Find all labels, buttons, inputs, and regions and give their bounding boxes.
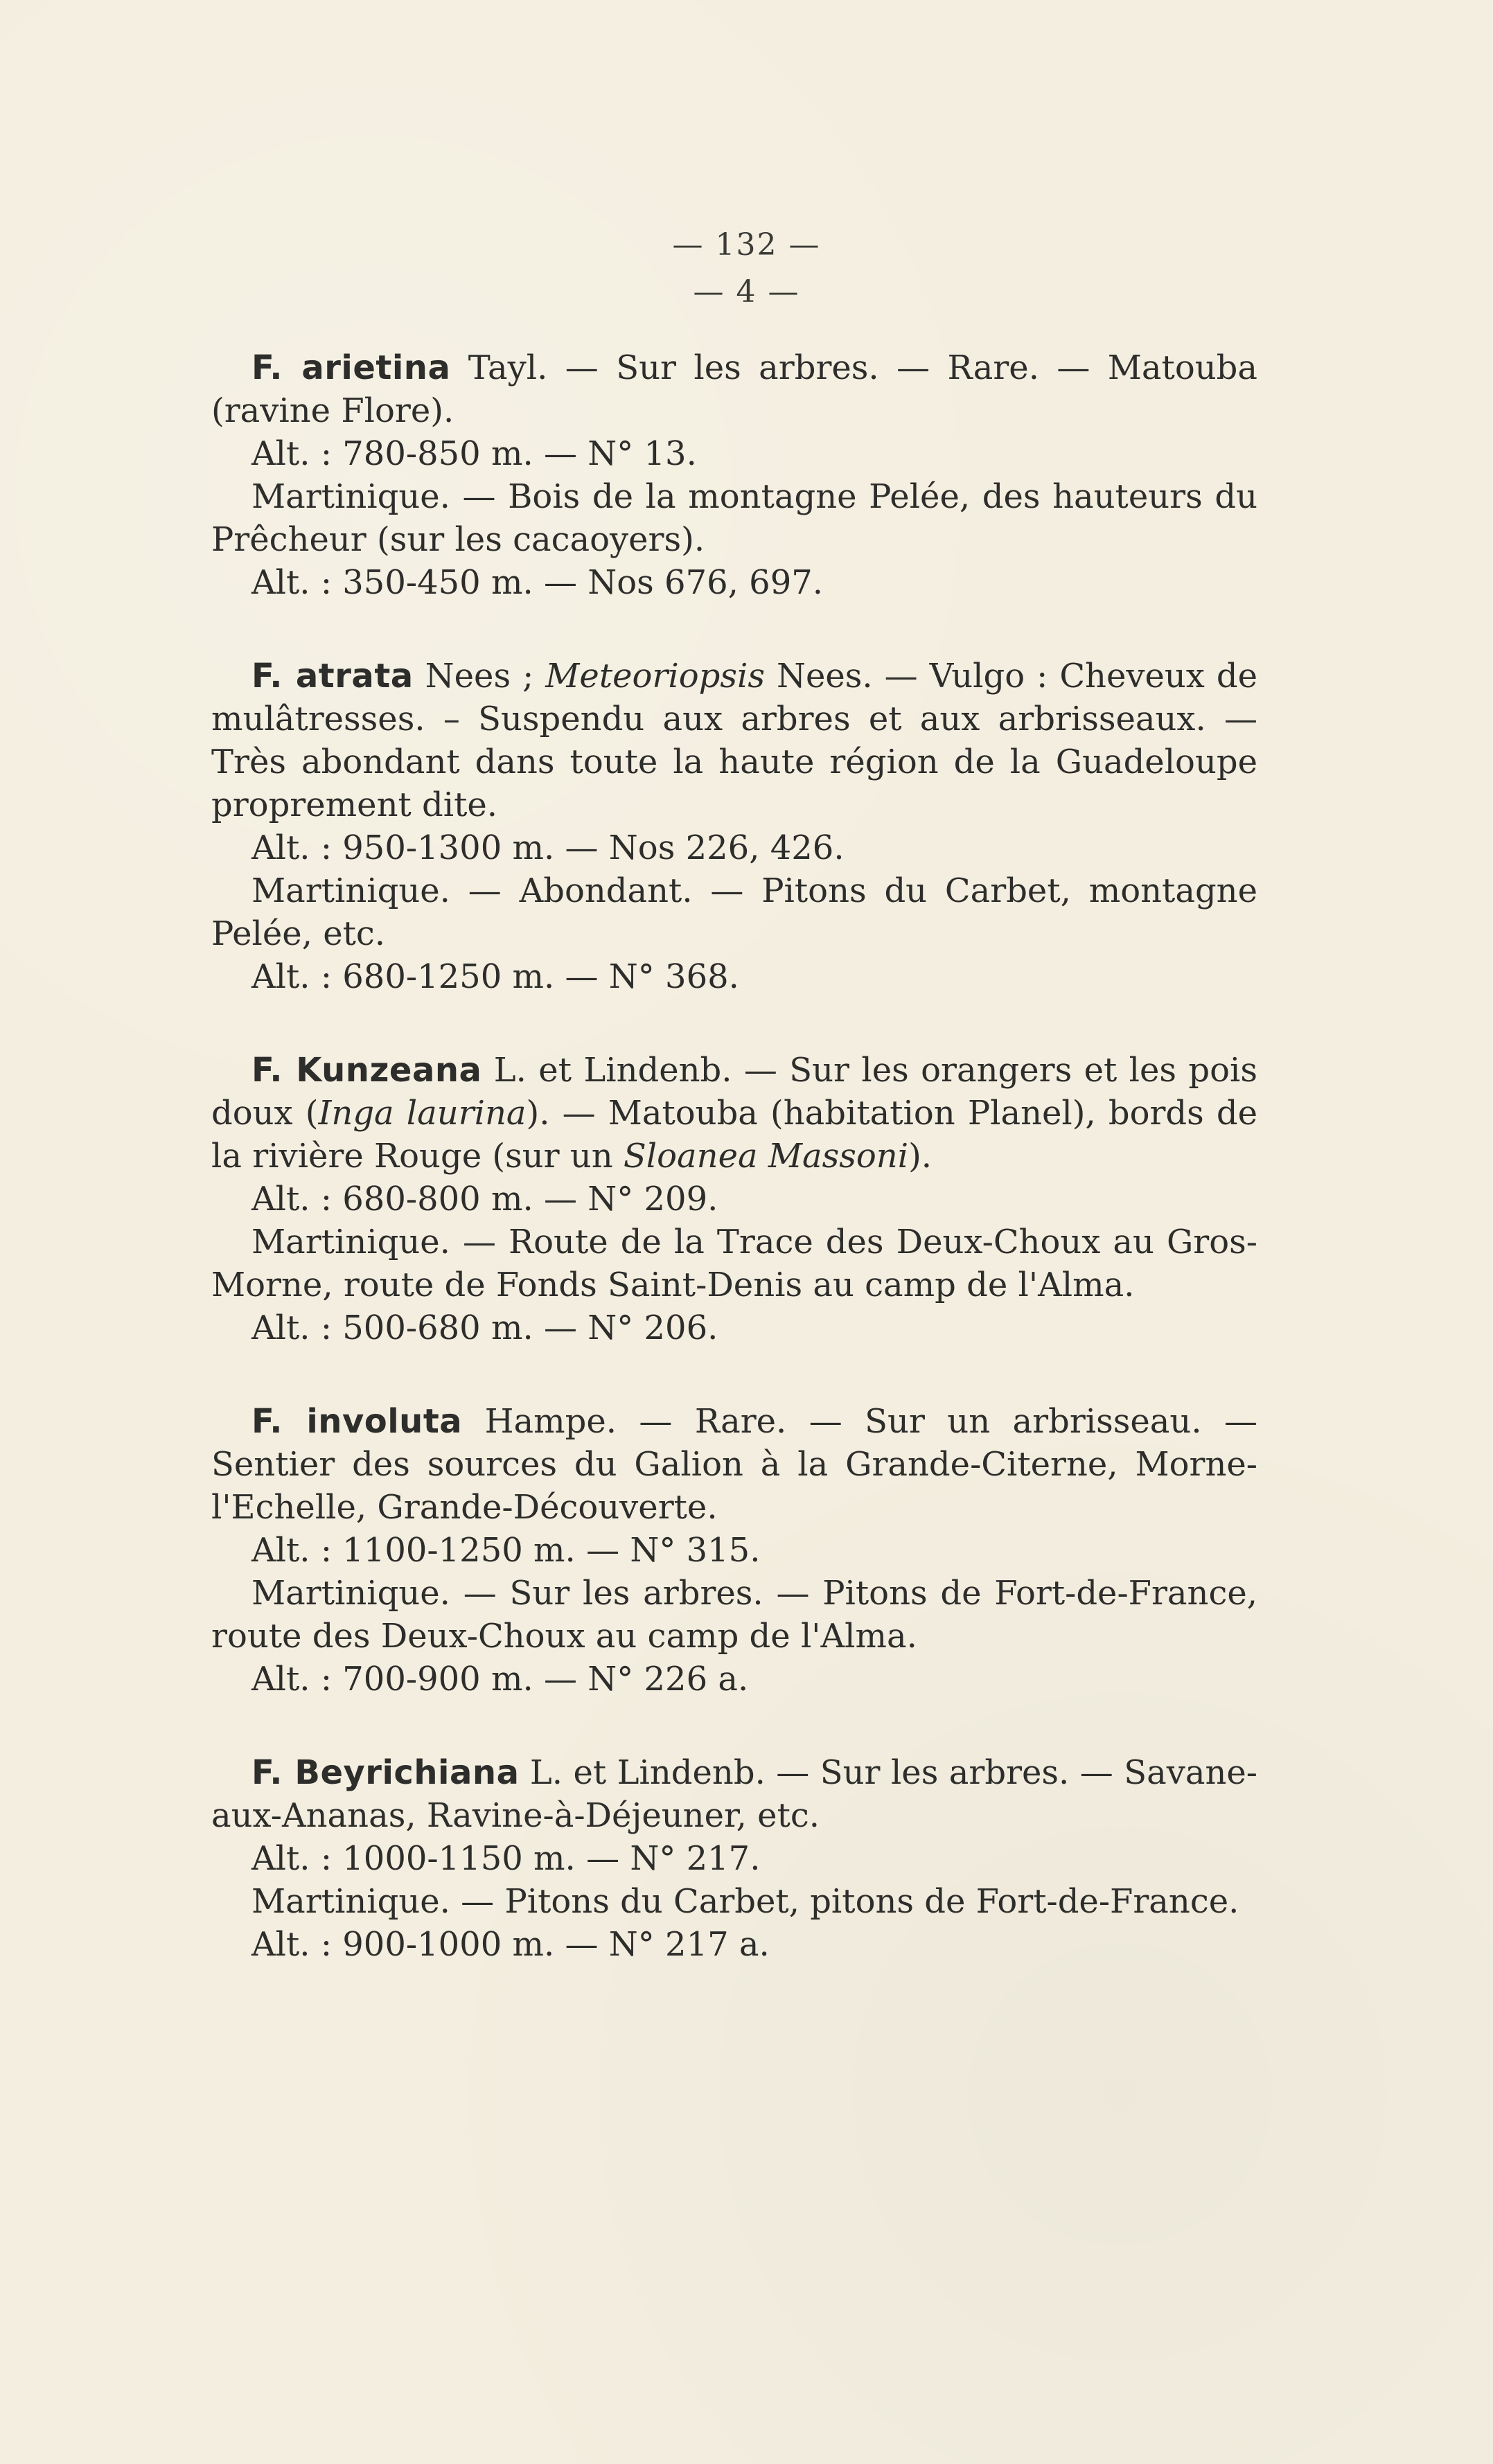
locality-paragraph: Martinique. — Sur les arbres. — Pitons de Fort-de-France, route des Deux-Choux au camp de l'Alma. xyxy=(211,1574,1257,1656)
entry-text: ). xyxy=(908,1137,933,1176)
page-number: — 132 — xyxy=(672,227,821,263)
italic-name: Sloanea Massoni xyxy=(623,1137,909,1176)
altitude-line: Alt. : 680-800 m. — N° 209. xyxy=(251,1180,718,1218)
altitude-line: Alt. : 680-1250 m. — N° 368. xyxy=(251,957,739,996)
signature-mark: — 4 — xyxy=(693,274,800,310)
locality-paragraph: Martinique. — Bois de la montagne Pelée, des hauteurs du Prêcheur (sur les cacaoyers). xyxy=(211,477,1257,559)
entry-heading-paragraph xyxy=(211,655,1257,826)
species-name: F. Beyrichiana xyxy=(251,1753,520,1792)
entry-arietina xyxy=(211,346,1257,604)
altitude-line: Alt. : 350-450 m. — Nos 676, 697. xyxy=(251,563,824,602)
entry-text: L. et Lindenb. — Sur les arbres. — Savane-aux-Ananas, Ravine-à-Déjeuner, etc. xyxy=(211,1753,1257,1835)
entry-heading-paragraph xyxy=(211,1400,1257,1529)
species-name: F. atrata xyxy=(251,657,414,695)
altitude-line: Alt. : 700-900 m. — N° 226 a. xyxy=(251,1660,749,1699)
entry-text: L. et Lindenb. — Sur les orangers et les pois doux ( xyxy=(211,1051,1257,1133)
entry-kunzeana xyxy=(211,1049,1257,1349)
altitude-line: Alt. : 1000-1150 m. — N° 217. xyxy=(251,1839,761,1878)
species-name: F. Kunzeana xyxy=(251,1051,482,1090)
entry-atrata xyxy=(211,655,1257,998)
entry-involuta xyxy=(211,1400,1257,1701)
species-name: F. involuta xyxy=(251,1402,463,1441)
entry-heading-paragraph xyxy=(211,1751,1257,1837)
altitude-line: Alt. : 780-850 m. — N° 13. xyxy=(251,434,697,473)
entry-text: Hampe. — Rare. — Sur un arbrisseau. — Sentier des sources du Galion à la Grande-Citerne, Morne-l'Echelle, Grande-Découverte. xyxy=(211,1402,1258,1527)
altitude-line: Alt. : 950-1300 m. — Nos 226, 426. xyxy=(251,828,845,867)
entry-text: Nees ; xyxy=(413,657,546,695)
entry-heading-paragraph xyxy=(211,1049,1257,1178)
locality-paragraph: Martinique. — Route de la Trace des Deux-Choux au Gros-Morne, route de Fonds Saint-Denis au camp de l'Alma. xyxy=(211,1223,1257,1304)
italic-name: Meteoriopsis xyxy=(545,657,765,695)
entry-text: Tayl. — Sur les arbres. — Rare. — Matouba (ravine Flore). xyxy=(211,348,1257,430)
locality-paragraph: Martinique. — Pitons du Carbet, pitons de Fort-de-France. xyxy=(251,1882,1239,1921)
locality-paragraph: Martinique. — Abondant. — Pitons du Carbet, montagne Pelée, etc. xyxy=(211,871,1257,953)
entry-text: Nees. — Vulgo : Cheveux de mulâtresses. – Suspendu aux arbres et aux arbrisseaux. — Très abondant dans toute la haute région de la Guadeloupe proprement dite. xyxy=(211,657,1258,824)
altitude-line: Alt. : 500-680 m. — N° 206. xyxy=(251,1309,718,1347)
entry-text: ). — Matouba (habitation Planel), bords de la rivière Rouge (sur un xyxy=(211,1094,1258,1176)
entry-heading-paragraph xyxy=(211,346,1257,432)
document-body xyxy=(211,346,1257,2017)
species-name: F. arietina xyxy=(251,348,451,387)
italic-name: Inga laurina xyxy=(318,1094,527,1133)
entry-beyrichiana xyxy=(211,1751,1257,1966)
altitude-line: Alt. : 900-1000 m. — N° 217 a. xyxy=(251,1925,770,1964)
altitude-line: Alt. : 1100-1250 m. — N° 315. xyxy=(251,1531,761,1570)
